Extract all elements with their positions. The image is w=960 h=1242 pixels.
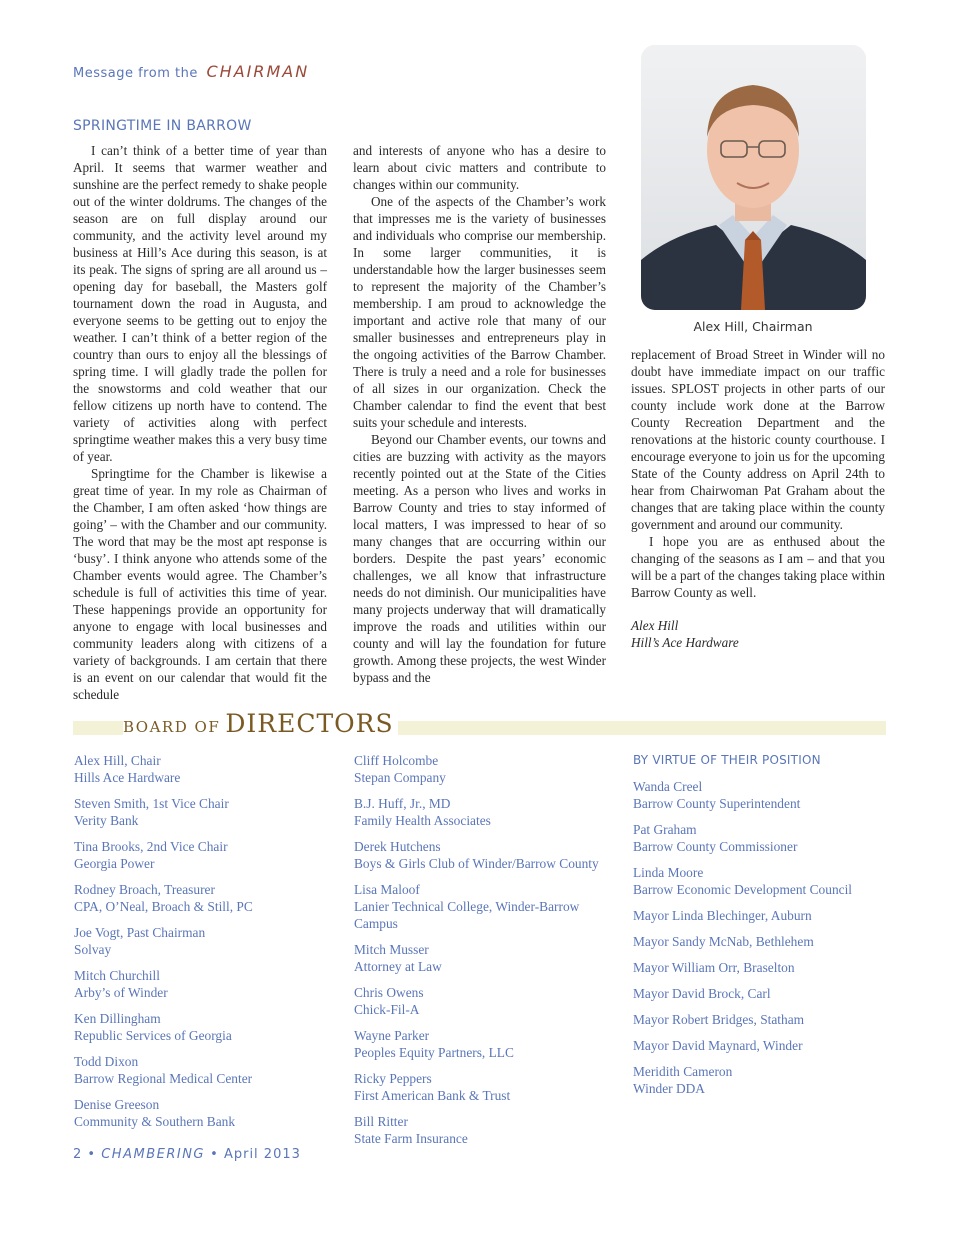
director-organization: Community & Southern Bank bbox=[74, 1114, 236, 1129]
director-organization: Chick-Fil-A bbox=[354, 1002, 420, 1017]
footer-separator: • bbox=[87, 1147, 97, 1162]
board-title-big: DIRECTORS bbox=[225, 709, 394, 738]
issue-date: April 2013 bbox=[223, 1147, 301, 1162]
director-organization: First American Bank & Trust bbox=[354, 1088, 511, 1103]
director-entry bbox=[74, 881, 334, 915]
director-organization: State Farm Insurance bbox=[354, 1131, 468, 1146]
director-name: Cliff Holcombe bbox=[354, 753, 439, 768]
director-name: Mayor Linda Blechinger, Auburn bbox=[633, 908, 812, 923]
director-name: Rodney Broach, Treasurer bbox=[74, 882, 215, 897]
director-organization: Stepan Company bbox=[354, 770, 446, 785]
directors-column-1 bbox=[74, 752, 334, 1139]
board-title-small: BOARD OF bbox=[123, 718, 221, 736]
director-entry bbox=[354, 1113, 614, 1147]
director-name: Linda Moore bbox=[633, 865, 704, 880]
page-number: 2 bbox=[73, 1147, 83, 1162]
director-name: Steven Smith, 1st Vice Chair bbox=[74, 796, 229, 811]
director-name: Tina Brooks, 2nd Vice Chair bbox=[74, 839, 228, 854]
page-header bbox=[73, 62, 309, 81]
header-accent: CHAIRMAN bbox=[206, 62, 310, 81]
director-organization: Winder DDA bbox=[633, 1081, 705, 1096]
director-organization: Barrow County Superintendent bbox=[633, 796, 801, 811]
director-name: Wayne Parker bbox=[354, 1028, 430, 1043]
director-organization: Barrow Economic Development Council bbox=[633, 882, 853, 897]
director-entry bbox=[354, 881, 614, 932]
director-organization: Solvay bbox=[74, 942, 112, 957]
director-organization: Republic Services of Georgia bbox=[74, 1028, 232, 1043]
director-entry bbox=[633, 1011, 903, 1028]
director-entry bbox=[74, 967, 334, 1001]
director-organization: Peoples Equity Partners, LLC bbox=[354, 1045, 514, 1060]
director-name: Mayor David Brock, Carl bbox=[633, 986, 771, 1001]
director-name: Derek Hutchens bbox=[354, 839, 441, 854]
director-entry bbox=[74, 1010, 334, 1044]
director-name: Ricky Peppers bbox=[354, 1071, 432, 1086]
director-name: Todd Dixon bbox=[74, 1054, 139, 1069]
director-entry bbox=[354, 752, 614, 786]
board-title bbox=[123, 709, 398, 738]
director-entry bbox=[74, 1096, 334, 1130]
director-entry bbox=[633, 985, 903, 1002]
director-entry bbox=[74, 924, 334, 958]
director-entry bbox=[74, 752, 334, 786]
section-title: SPRINGTIME IN BARROW bbox=[73, 118, 252, 134]
director-entry bbox=[74, 1053, 334, 1087]
director-entry bbox=[74, 838, 334, 872]
chairman-photo bbox=[641, 45, 866, 310]
director-entry bbox=[633, 1037, 903, 1054]
director-organization: Lanier Technical College, Winder-Barrow Campus bbox=[354, 899, 580, 931]
director-entry bbox=[354, 838, 614, 872]
director-entry bbox=[633, 821, 903, 855]
director-name: Mitch Musser bbox=[354, 942, 429, 957]
director-organization: Barrow County Commissioner bbox=[633, 839, 798, 854]
magazine-name: CHAMBERING bbox=[101, 1147, 205, 1162]
director-name: Pat Graham bbox=[633, 822, 697, 837]
director-entry bbox=[354, 984, 614, 1018]
article-paragraph: Springtime for the Chamber is likewise a great time of year. In my role as Chairman of the Chamber, I am often asked ‘how things are going’ – with the Chamber and our community. The word that may be the most apt response is ‘busy’. I think anyone who attends some of the Chamber events would agree. The Chamber’s schedule is full of activities this time of year. These happenings provide an opportunity for anyone to engage with local businesses and community leaders along with citizens of a variety of backgrounds. I am certain that there is an event on our calendar that would fit the schedule bbox=[73, 466, 327, 702]
director-entry bbox=[354, 1027, 614, 1061]
director-organization: Attorney at Law bbox=[354, 959, 442, 974]
director-name: Alex Hill, Chair bbox=[74, 753, 161, 768]
page-footer bbox=[73, 1147, 301, 1162]
header-prefix: Message from the bbox=[73, 66, 198, 81]
director-organization: Georgia Power bbox=[74, 856, 155, 871]
director-name: Lisa Maloof bbox=[354, 882, 420, 897]
director-name: Meridith Cameron bbox=[633, 1064, 733, 1079]
director-entry bbox=[354, 941, 614, 975]
article-column-3 bbox=[631, 346, 885, 651]
director-entry bbox=[633, 778, 903, 812]
director-entry bbox=[354, 795, 614, 829]
director-name: B.J. Huff, Jr., MD bbox=[354, 796, 451, 811]
article-paragraph: and interests of anyone who has a desire to learn about civic matters and contribute to changes within our community. bbox=[353, 143, 606, 192]
director-name: Wanda Creel bbox=[633, 779, 703, 794]
article-paragraph: Beyond our Chamber events, our towns and cities are buzzing with activity as the mayors recently pointed out at the State of the Cities meeting. As a person who lives and works in Barrow County and tries to stay informed of local matters, I was impressed to hear of so many changes that are occurring within our borders. Despite the past years’ economic challenges, we all know that infrastructure needs do not diminish. Our municipalities have many projects underway that will dramatically improve the roads and utilities within our county and will lay the foundation for future growth. Among these projects, the west Winder bypass and the bbox=[353, 432, 606, 685]
director-name: Mayor Sandy McNab, Bethlehem bbox=[633, 934, 814, 949]
article-column-2 bbox=[353, 142, 606, 686]
director-organization: CPA, O’Neal, Broach & Still, PC bbox=[74, 899, 253, 914]
article-column-1 bbox=[73, 142, 327, 703]
ex-officio-heading: BY VIRTUE OF THEIR POSITION bbox=[633, 753, 821, 767]
director-organization: Boys & Girls Club of Winder/Barrow County bbox=[354, 856, 599, 871]
director-organization: Verity Bank bbox=[74, 813, 139, 828]
director-name: Mayor David Maynard, Winder bbox=[633, 1038, 803, 1053]
director-organization: Arby’s of Winder bbox=[74, 985, 168, 1000]
director-name: Ken Dillingham bbox=[74, 1011, 161, 1026]
article-paragraph: I hope you are as enthused about the changing of the seasons as I am – and that you will be a part of the changes taking place within Barrow County as well. bbox=[631, 534, 885, 600]
photo-caption: Alex Hill, Chairman bbox=[693, 319, 813, 334]
director-name: Joe Vogt, Past Chairman bbox=[74, 925, 206, 940]
signature-name: Alex Hill bbox=[631, 618, 679, 633]
director-entry bbox=[633, 907, 903, 924]
director-entry bbox=[633, 864, 903, 898]
director-name: Bill Ritter bbox=[354, 1114, 408, 1129]
director-name: Mayor Robert Bridges, Statham bbox=[633, 1012, 805, 1027]
signature bbox=[631, 617, 885, 651]
director-organization: Family Health Associates bbox=[354, 813, 491, 828]
director-name: Chris Owens bbox=[354, 985, 424, 1000]
article-paragraph: One of the aspects of the Chamber’s work that impresses me is the variety of businesses and individuals who comprise our membership. In some larger communities, it is understandable how the larger businesses seem to represent the majority of the Chamber’s membership. I am proud to acknowledge the important and active role that many of our smaller businesses and entrepreneurs play in the ongoing activities of the Barrow Chamber. There is truly a need and a role for businesses of all sizes in our organization. Check the Chamber calendar to find the event that best suits your schedule and interests. bbox=[353, 194, 606, 430]
director-organization: Hills Ace Hardware bbox=[74, 770, 181, 785]
director-entry bbox=[633, 959, 903, 976]
article-paragraph: I can’t think of a better time of year than April. It seems that warmer weather and sunshine are the perfect remedy to shake people out of the winter doldrums. The changes of the season are on full display around our community, and the activity level around my business at Hill’s Ace during this season, is at its peak. The signs of spring are all around us – opening day for baseball, the Masters golf tournament down the road in Augusta, and everyone seems to be getting out to enjoy the weather. I can’t think of a better region of the country than ours to enjoy all the blessings of spring time. I will gladly trade the pollen for the snowstorms and cold weather that our fellow citizens up north have to contend. The variety of activities along with perfect springtime weather makes this a very busy time of year. bbox=[73, 143, 327, 464]
director-entry bbox=[633, 1063, 903, 1097]
director-entry bbox=[354, 1070, 614, 1104]
director-name: Mayor William Orr, Braselton bbox=[633, 960, 795, 975]
director-organization: Barrow Regional Medical Center bbox=[74, 1071, 253, 1086]
director-name: Mitch Churchill bbox=[74, 968, 160, 983]
director-name: Denise Greeson bbox=[74, 1097, 160, 1112]
article-paragraph: replacement of Broad Street in Winder will no doubt have immediate impact on our traffic issues. SPLOST projects in other parts of our county include work done at the Barrow County Recreation Department and the renovations at the historic county courthouse. I encourage everyone to join us for the upcoming State of the County address on April 24th to hear from Chairwoman Pat Graham about the changes that are taking place within the county government and around our community. bbox=[631, 347, 885, 532]
footer-separator: • bbox=[210, 1147, 219, 1162]
signature-company: Hill’s Ace Hardware bbox=[631, 635, 739, 650]
directors-column-2 bbox=[354, 752, 614, 1156]
directors-column-3 bbox=[633, 752, 903, 1106]
director-entry bbox=[633, 933, 903, 950]
director-entry bbox=[74, 795, 334, 829]
portrait-image bbox=[641, 45, 866, 310]
